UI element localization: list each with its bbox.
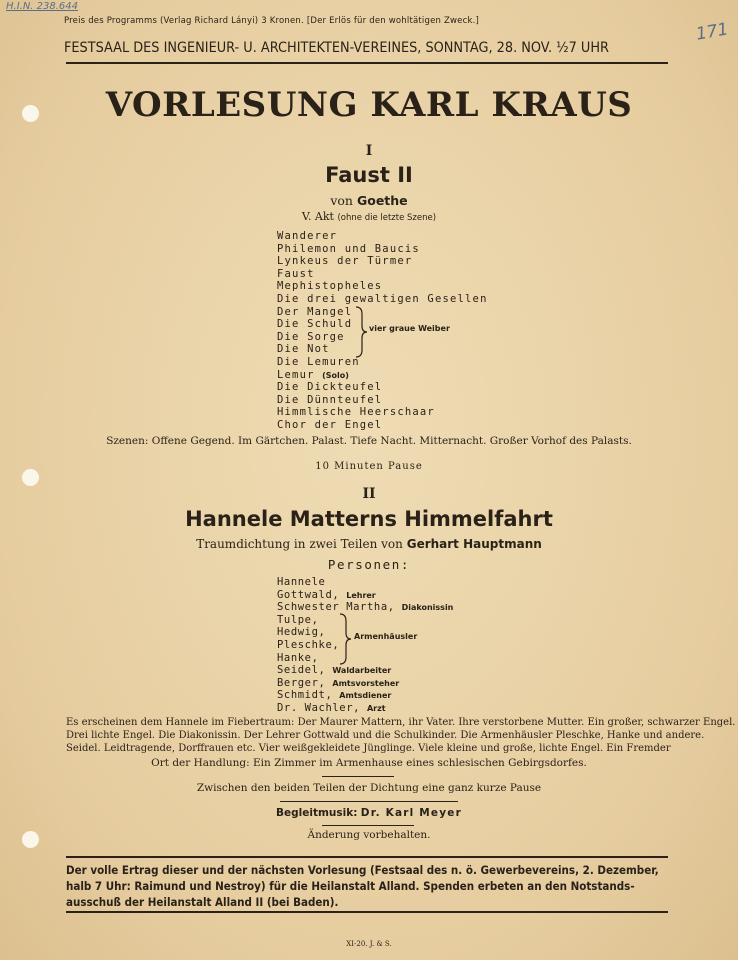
role-item: Die Sorge	[277, 330, 345, 343]
footer-notice	[66, 862, 670, 910]
setting-line: Ort der Handlung: Ein Zimmer im Armenhause eines schlesischen Gebirgsdorfes.	[151, 757, 587, 769]
apparitions-line: Drei lichte Engel. Die Diakonissin. Der Lehrer Gottwald und die Schulkinder. Die Armenhäusler Pleschke, Hanke und andere.	[66, 730, 705, 741]
role-item: Die Not	[277, 343, 330, 356]
role-item: Die drei gewaltigen Gesellen	[277, 292, 488, 305]
role-item-lemur	[277, 369, 488, 382]
part1-act: V. Akt	[301, 210, 334, 223]
person-name: Tulpe,	[277, 613, 319, 626]
person-note: Amtsvorsteher	[332, 678, 400, 688]
role-item: Faust	[277, 267, 315, 280]
role-item: Lynkeus der Türmer	[277, 255, 413, 268]
person-item	[277, 689, 453, 702]
interval-note: Zwischen den beiden Teilen der Dichtung eine ganz kurze Pause	[196, 782, 542, 794]
venue-line: FESTSAAL DES INGENIEUR- U. ARCHITEKTEN-VEREINES, SONNTAG, 28. NOV. ½7 UHR	[64, 40, 609, 56]
role-item: Mephistopheles	[277, 280, 383, 293]
person-name: Dr. Wachler,	[277, 701, 361, 714]
person-item	[277, 677, 453, 690]
part2-work-title: Hannele Matterns Himmelfahrt	[185, 507, 553, 531]
part1-group-label: vier graue Weiber	[369, 324, 450, 333]
apparitions-line: Seidel. Leidtragende, Dorffrauen etc. Vier weißgekleidete Jünglinge. Viele kleine und große, lichte Engel. Ein Fremder	[66, 743, 671, 754]
person-item	[277, 652, 453, 665]
header-rule	[66, 62, 668, 64]
person-name: Pleschke,	[277, 638, 340, 651]
role-item: Wanderer	[277, 230, 338, 242]
person-name: Hannele	[277, 576, 326, 588]
person-note: Arzt	[366, 703, 386, 713]
person-name: Hedwig,	[277, 626, 326, 639]
person-name: Berger,	[277, 676, 326, 689]
role-lemur: Lemur	[277, 368, 315, 381]
price-line: Preis des Programms (Verlag Richard Lányi) 3 Kronen. [Der Erlös für den wohltätigen Zweck.]	[64, 16, 480, 26]
author-prefix: von	[330, 193, 353, 208]
footer-line: Der volle Ertrag dieser und der nächsten Vorlesung (Festsaal des n. ö. Gewerbevereins, 2. Dezember,	[66, 863, 659, 877]
person-name: Hanke,	[277, 651, 319, 664]
part2-subtitle-prefix: Traumdichtung in zwei Teilen von	[196, 537, 403, 551]
role-item: Philemon und Baucis	[277, 242, 420, 255]
setting-rule	[322, 776, 394, 777]
footer-rule-bottom	[66, 911, 668, 913]
role-item: Die Dickteufel	[277, 381, 383, 394]
person-item	[277, 664, 453, 677]
part1-scenes: Szenen: Offene Gegend. Im Gärtchen. Palast. Tiefe Nacht. Mitternacht. Großer Vorhof des Palasts.	[106, 435, 632, 447]
person-name: Schmidt,	[277, 689, 333, 702]
part1-work-title: Faust II	[325, 163, 413, 187]
music-label: Begleitmusik:	[276, 807, 358, 819]
footer-rule-top	[66, 856, 668, 858]
music-line	[0, 807, 738, 819]
footer-line: ausschuß der Heilanstalt Alland II (bei Baden).	[66, 895, 339, 909]
handwritten-page-number: 171	[694, 19, 730, 45]
page-title: VORLESUNG KARL KRAUS	[105, 85, 633, 125]
part2-group-label: Armenhäusler	[354, 632, 418, 641]
person-item	[277, 601, 453, 614]
role-lemur-note: (Solo)	[322, 370, 349, 380]
part1-author: Goethe	[356, 193, 408, 208]
person-item	[277, 614, 453, 627]
role-item: Die Schuld	[277, 318, 353, 331]
person-name: Schwester Martha,	[277, 601, 395, 614]
apparitions-paragraph	[66, 716, 736, 755]
person-note: Diakonissin	[401, 603, 454, 613]
intermission-note: 10 Minuten Pause	[315, 461, 423, 472]
part1-act-line	[0, 210, 738, 223]
person-item	[277, 589, 453, 602]
part1-act-note: (ohne die letzte Szene)	[337, 213, 437, 223]
part1-group-brace	[354, 306, 368, 358]
music-rule-bottom	[322, 825, 414, 826]
person-name: Seidel,	[277, 664, 326, 677]
part2-subtitle-line	[0, 537, 738, 551]
person-note: Amtsdiener	[339, 691, 392, 701]
part1-numeral: I	[365, 143, 373, 159]
person-item	[277, 576, 453, 589]
role-item: Der Mangel	[277, 305, 353, 318]
person-item	[277, 702, 453, 715]
part2-group-brace	[338, 613, 352, 665]
person-name: Gottwald,	[277, 588, 340, 601]
changes-note: Änderung vorbehalten.	[307, 829, 431, 841]
music-rule-top	[280, 801, 458, 802]
printer-mark: XI-20. J. & S.	[346, 940, 392, 948]
role-item: Himmlische Heerschaar	[277, 406, 435, 419]
apparitions-line: Es erscheinen dem Hannele im Fiebertraum: Der Maurer Mattern, ihr Vater. Ihre verstorbene Mutter. Ein großer, schwarzer Engel.	[66, 717, 736, 728]
music-name: Dr. Karl Meyer	[360, 807, 462, 819]
handwritten-inventory-number: H.I.N. 238.644	[6, 1, 79, 12]
role-item: Die Dünnteufel	[277, 393, 383, 406]
role-item: Chor der Engel	[277, 418, 383, 431]
person-note: Waldarbeiter	[332, 666, 392, 676]
footer-line: halb 7 Uhr: Raimund und Nestroy) für die Heilanstalt Alland. Spenden erbeten an den Notstands-	[66, 879, 635, 893]
part2-numeral: II	[362, 486, 376, 502]
part2-person-list	[277, 576, 453, 715]
part2-author: Gerhart Hauptmann	[406, 537, 542, 551]
persons-heading: Personen:	[327, 557, 411, 572]
person-note: Lehrer	[346, 590, 376, 600]
part1-author-line	[0, 193, 738, 208]
role-item: Die Lemuren	[277, 355, 360, 368]
